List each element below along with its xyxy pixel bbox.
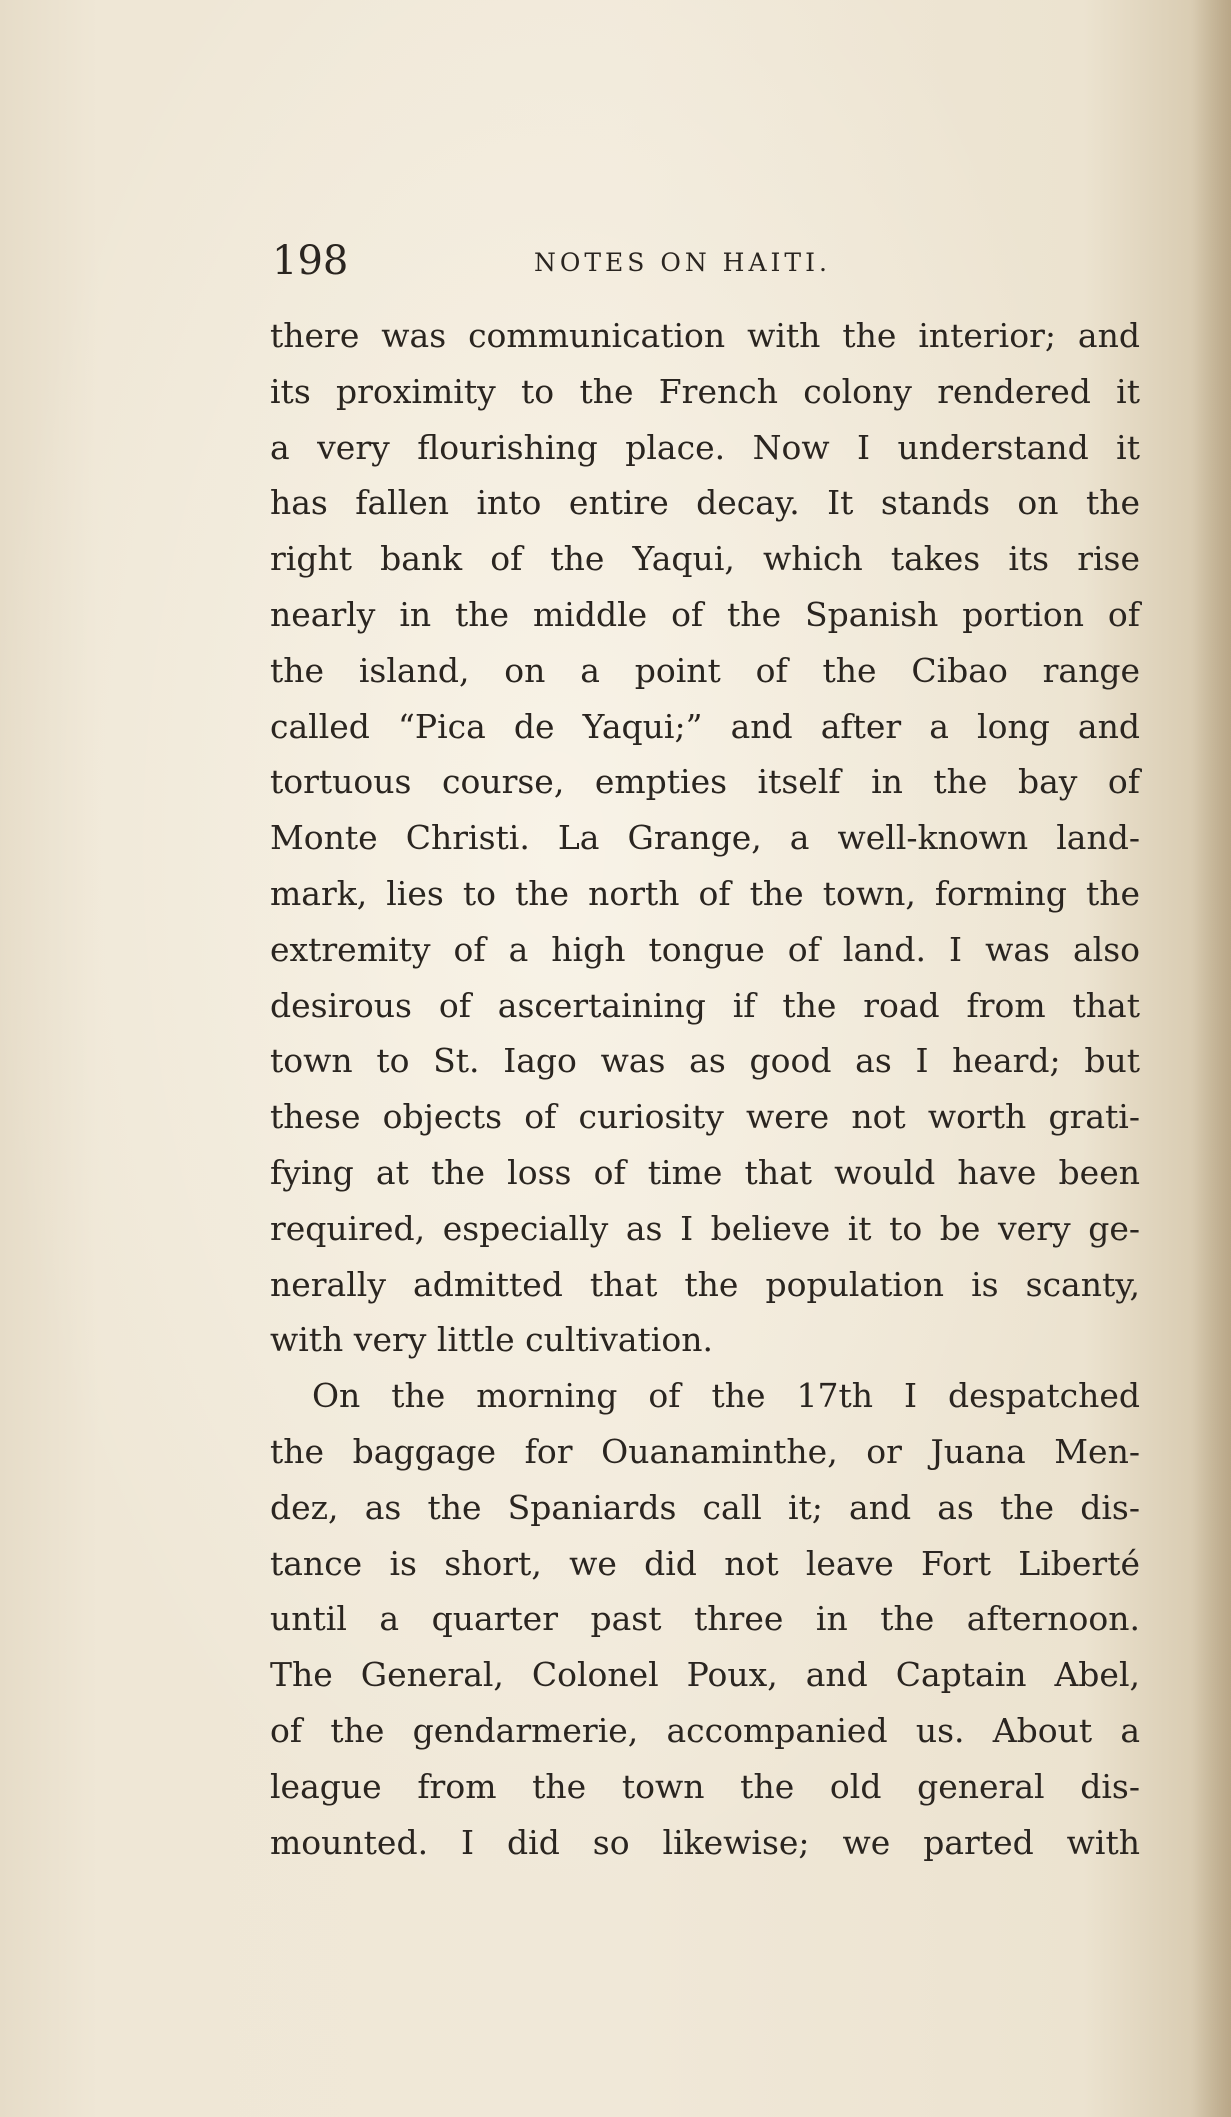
text-line: mark, lies to the north of the town, forming the [270,873,1140,913]
text-line: league from the town the old general dis- [270,1766,1140,1806]
text-line: has fallen into entire decay. It stands on the [270,483,1140,523]
text-line: required, especially as I believe it to be very ge- [270,1208,1140,1248]
text-line: mounted. I did so likewise; we parted with [270,1822,1140,1862]
text-line: nearly in the middle of the Spanish portion of [270,594,1140,634]
text-line: these objects of curiosity were not worth grati- [270,1097,1140,1137]
text-line: nerally admitted that the population is scanty, [270,1264,1140,1304]
text-line: Monte Christi. La Grange, a well-known land- [270,818,1140,858]
text-line: with very little cultivation. [270,1320,713,1360]
paragraph [270,1368,1140,1870]
text-line: called “Pica de Yaqui;” and after a long and [270,706,1140,746]
text-line: a very flourishing place. Now I understand it [270,427,1140,467]
text-line: fying at the loss of time that would have been [270,1152,1140,1192]
text-line: dez, as the Spaniards call it; and as the dis- [270,1487,1140,1527]
text-line: there was communication with the interior; and [270,316,1140,355]
paragraph [270,308,1140,1368]
page-edge-shadow [1191,0,1231,2117]
text-line: right bank of the Yaqui, which takes its rise [270,539,1140,579]
running-title: NOTES ON HAITI. [534,248,831,277]
running-head [272,236,1142,286]
text-line: tortuous course, empties itself in the bay of [270,762,1140,802]
text-line: tance is short, we did not leave Fort Liberté [270,1543,1140,1583]
text-line: town to St. Iago was as good as I heard; but [270,1041,1140,1081]
text-line: the baggage for Ouanaminthe, or Juana Men- [270,1431,1140,1471]
text-line: extremity of a high tongue of land. I was also [270,929,1140,969]
text-line: its proximity to the French colony rendered it [270,371,1140,411]
text-line: The General, Colonel Poux, and Captain Abel, [270,1655,1140,1695]
text-line: On the morning of the 17th I despatched [312,1376,1140,1416]
text-line: until a quarter past three in the afternoon. [270,1599,1140,1639]
text-line: of the gendarmerie, accompanied us. About a [270,1710,1140,1750]
text-line: desirous of ascertaining if the road from that [270,985,1140,1025]
page-number: 198 [272,238,349,284]
body-text [270,308,1140,1870]
text-line: the island, on a point of the Cibao range [270,650,1140,690]
